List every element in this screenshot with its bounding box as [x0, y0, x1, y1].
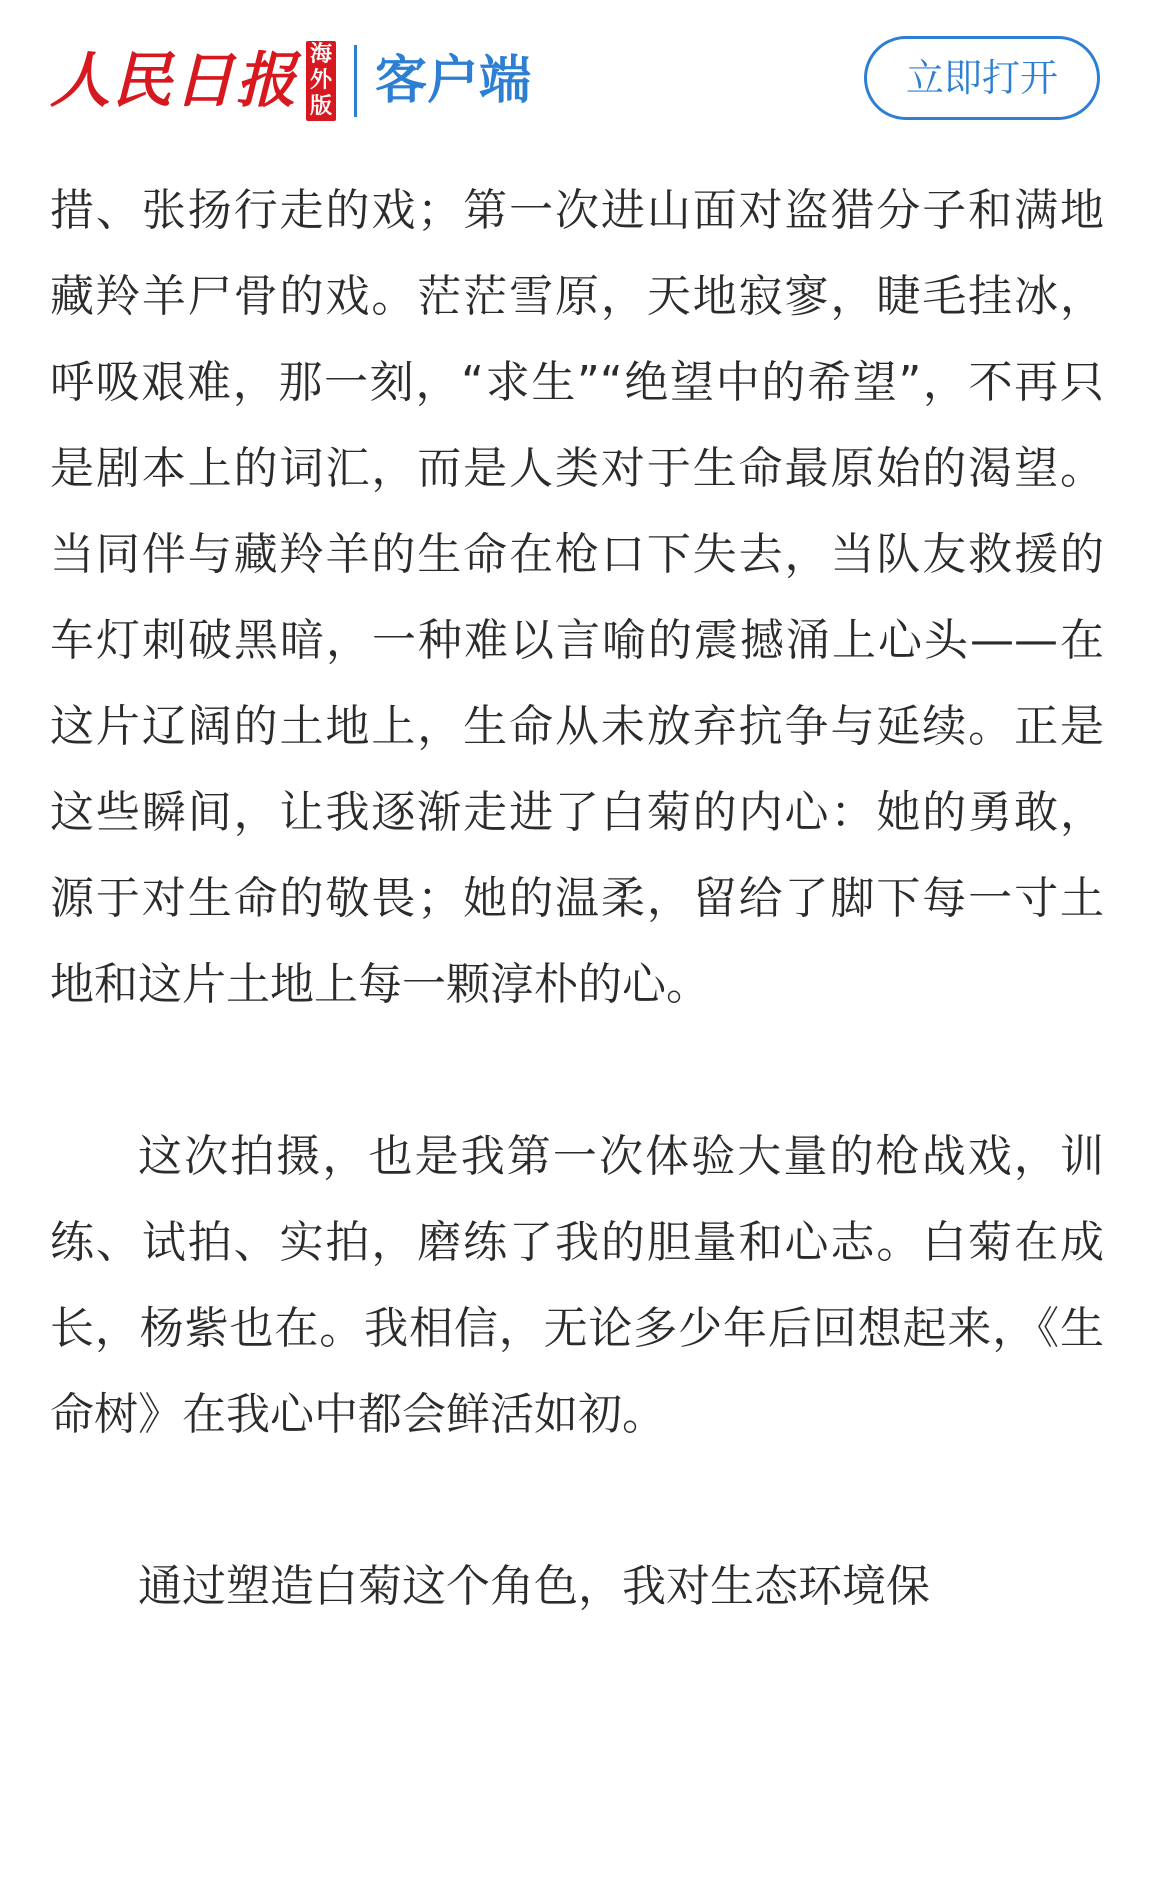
logo-name: 人民日报	[50, 46, 298, 116]
app-logo[interactable]	[50, 36, 531, 126]
article-body	[50, 168, 1104, 1630]
logo-seal-text	[306, 42, 336, 120]
paragraph-gap	[50, 1458, 1104, 1544]
article-paragraph: 这次拍摄，也是我第一次体验大量的枪战戏，训练、试拍、实拍，磨练了我的胆量和心志。白菊在成长，杨紫也在。我相信，无论多少年后回想起来，《生命树》在我心中都会鲜活如初。	[50, 1131, 1104, 1440]
logo-seal-char: 外	[309, 68, 332, 93]
open-app-button[interactable]: 立即打开	[864, 36, 1100, 120]
logo-seal-char: 版	[309, 94, 332, 119]
article-paragraph: 通过塑造白菊这个角色，我对生态环境保	[138, 1561, 930, 1612]
logo-seal	[306, 41, 336, 121]
app-header	[0, 0, 1152, 160]
paragraph-gap	[50, 1028, 1104, 1114]
logo-divider	[354, 45, 357, 117]
logo-seal-char: 海	[309, 42, 332, 67]
logo-client-label: 客户端	[375, 51, 532, 111]
article-paragraph: 措、张扬行走的戏；第一次进山面对盗猎分子和满地藏羚羊尸骨的戏。茫茫雪原，天地寂寥，睫毛挂冰，呼吸艰难，那一刻，“求生”“绝望中的希望”，不再只是剧本上的词汇，而是人类对于生命最原始的渴望。当同伴与藏羚羊的生命在枪口下失去，当队友救援的车灯刺破黑暗，一种难以言喻的震撼涌上心头——在这片辽阔的土地上，生命从未放弃抗争与延续。正是这些瞬间，让我逐渐走进了白菊的内心：她的勇敢，源于对生命的敬畏；她的温柔，留给了脚下每一寸土地和这片土地上每一颗淳朴的心。	[50, 185, 1104, 1010]
